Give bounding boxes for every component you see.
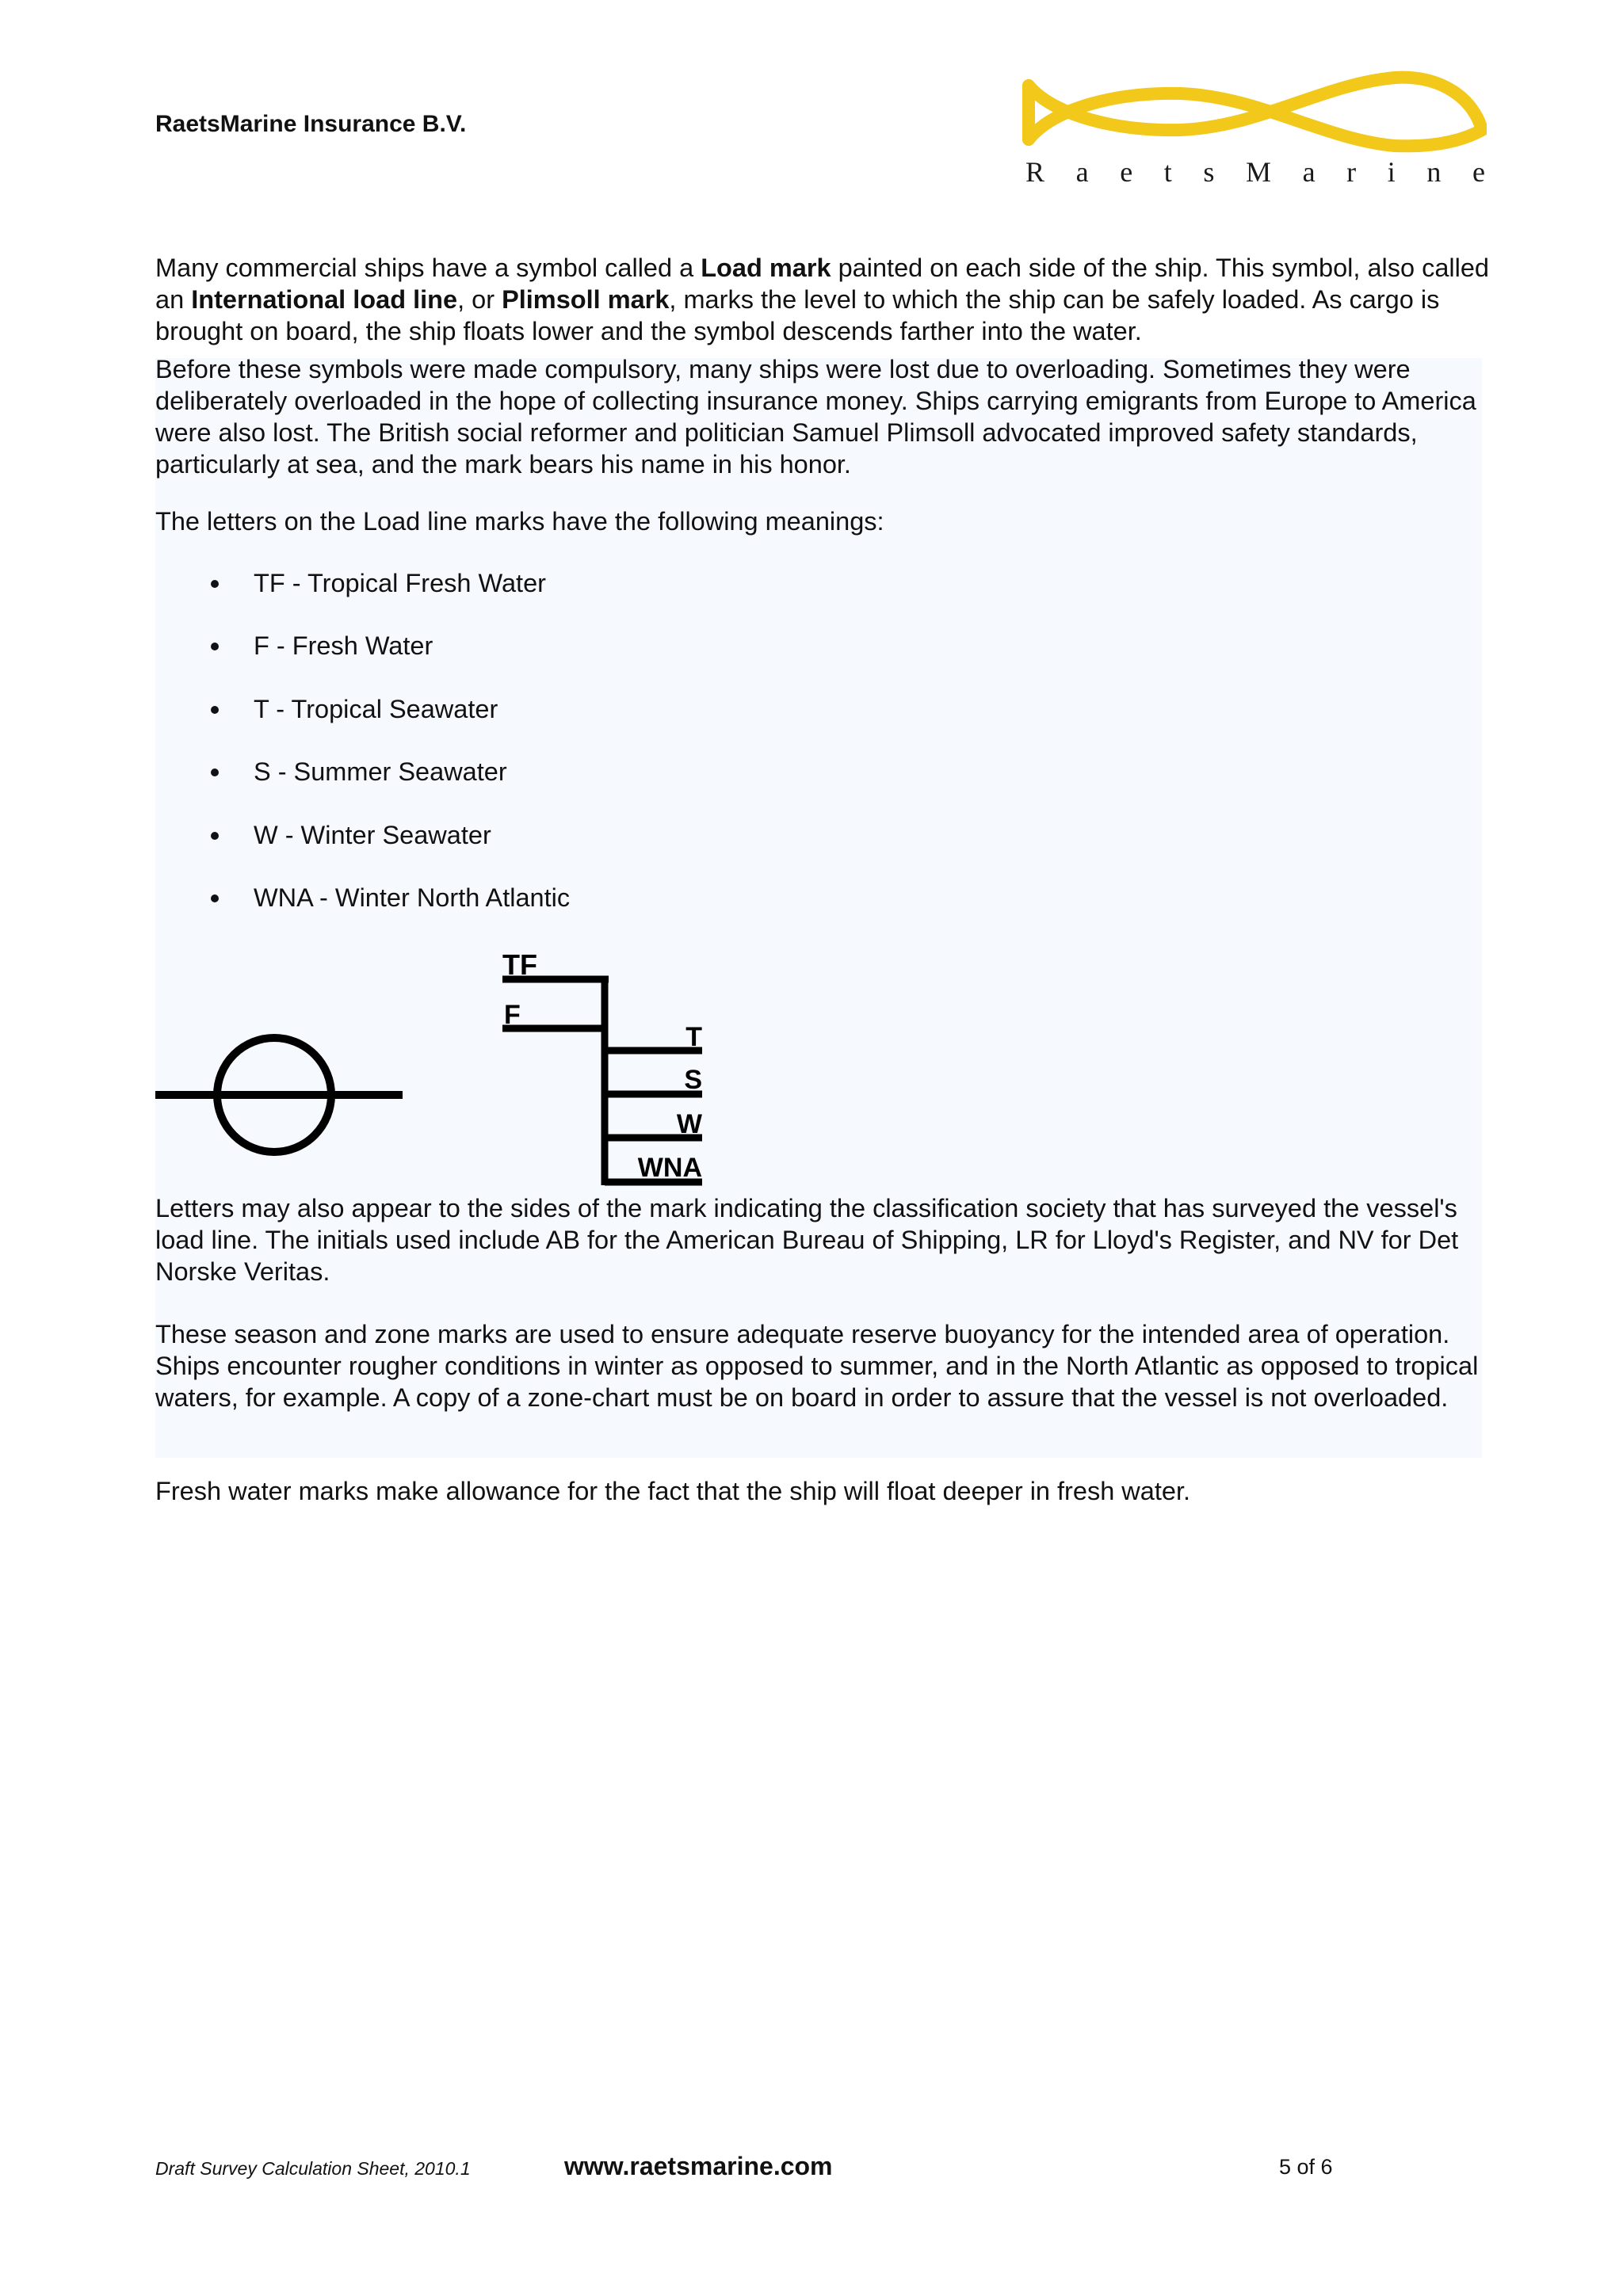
label-f: F bbox=[504, 1000, 521, 1030]
footer-website-link[interactable]: www.raetsmarine.com bbox=[564, 2152, 833, 2180]
label-tf: TF bbox=[502, 948, 537, 981]
company-name: RaetsMarine Insurance B.V. bbox=[155, 111, 467, 137]
load-line-diagram bbox=[155, 948, 710, 1193]
fresh-water-paragraph: Fresh water marks make allowance for the fact that the ship will float deeper in fresh water. bbox=[155, 1477, 1191, 1505]
meanings-list bbox=[155, 567, 1503, 944]
classification-paragraph: Letters may also appear to the sides of the mark indicating the classification society that has surveyed the vessel's load line. The initials used include AB for the American Bureau of Shipping, LR for Lloyd's Register, and NV for Det Norske Veritas. bbox=[155, 1194, 1459, 1286]
history-paragraph: Before these symbols were made compulsory, many ships were lost due to overloading. Sometimes they were deliberately overloaded in the hope of collecting insurance money. Ships carrying emigrants from Europe to America were also lost. The British social reformer and politician Samuel Plimsoll advocated improved safety standards, particularly at sea, and the mark bears his name in his honor. bbox=[155, 355, 1476, 479]
label-wna: WNA bbox=[637, 1153, 702, 1183]
list-item: TF - Tropical Fresh Water bbox=[155, 567, 1503, 630]
main-content bbox=[155, 252, 1503, 944]
label-t: T bbox=[685, 1022, 702, 1052]
list-item: WNA - Winter North Atlantic bbox=[155, 882, 1503, 944]
letters-intro: The letters on the Load line marks have the following meanings: bbox=[155, 507, 884, 536]
term-plimsoll-mark: Plimsoll mark bbox=[502, 285, 670, 314]
list-item: F - Fresh Water bbox=[155, 630, 1503, 692]
logo-wordmark: R a e t s M a r i n e bbox=[1025, 156, 1485, 188]
term-international-load-line: International load line bbox=[191, 285, 458, 314]
list-item: T - Tropical Seawater bbox=[155, 693, 1503, 756]
label-s: S bbox=[684, 1065, 702, 1095]
label-w: W bbox=[676, 1109, 702, 1139]
plimsoll-mark-figure bbox=[155, 948, 710, 1193]
term-load-mark: Load mark bbox=[701, 254, 831, 282]
list-item: S - Summer Seawater bbox=[155, 756, 1503, 818]
season-zone-paragraph: These season and zone marks are used to ensure adequate reserve buoyancy for the intended area of operation. Ships encounter rougher conditions in winter as opposed to summer, and in the North Atlantic as opposed to tropical waters, for example. A copy of a zone-chart must be on board in order to assure that the vessel is not overloaded. bbox=[155, 1320, 1479, 1412]
plimsoll-disc-icon bbox=[155, 1038, 403, 1152]
intro-paragraph: Many commercial ships have a symbol called a Load mark painted on each side of the ship. This symbol, also called an International load line, or Plimsoll mark, marks the level to which the ship can be safely loaded. As cargo is brought on board, the ship floats lower and the symbol descends farther into the water. bbox=[155, 254, 1490, 345]
raetsmarine-logo bbox=[1022, 68, 1487, 195]
page-number: 5 of 6 bbox=[1279, 2155, 1333, 2179]
footer-document-title: Draft Survey Calculation Sheet, 2010.1 bbox=[155, 2158, 471, 2179]
list-item: W - Winter Seawater bbox=[155, 819, 1503, 882]
logo-swoosh-icon bbox=[1022, 68, 1487, 155]
